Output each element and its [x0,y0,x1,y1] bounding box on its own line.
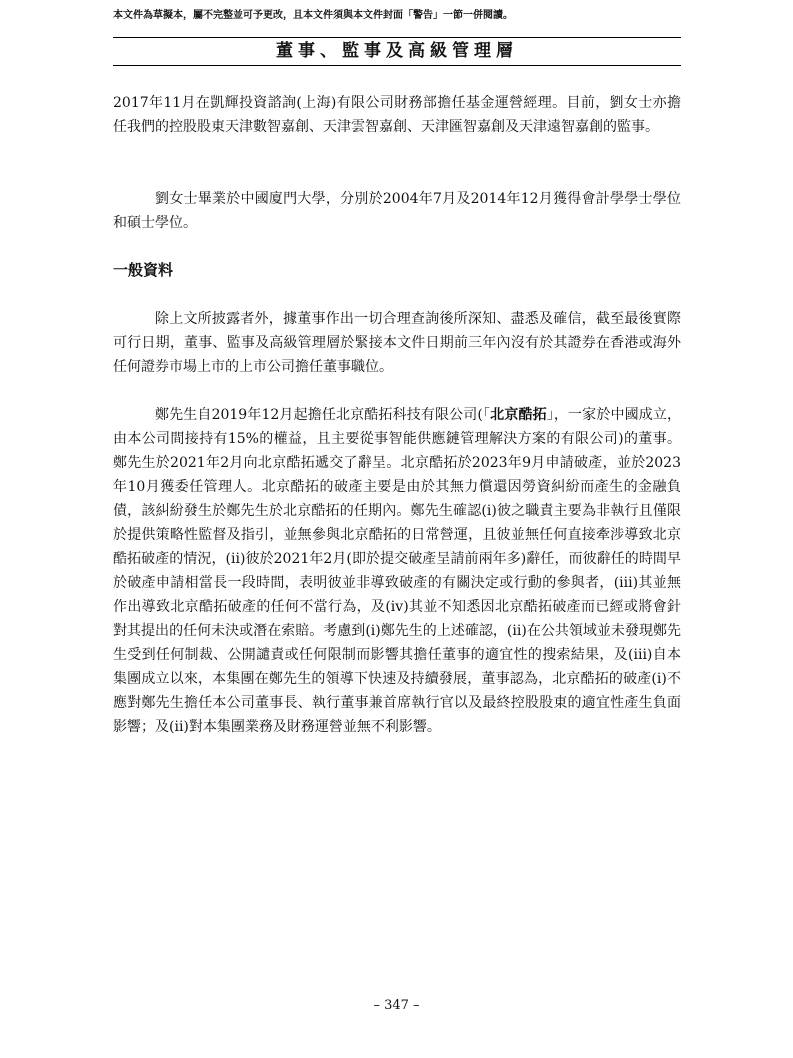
section-title: 董事、監事及高級管理層 [276,41,518,61]
paragraph-continued-bio: 2017年11月在凱輝投資諮詢(上海)有限公司財務部擔任基金運營經理。目前，劉女士亦擔任我們的控股股東天津數智嘉創、天津雲智嘉創、天津匯智嘉創及天津遠智嘉創的監事。 [113,95,681,135]
header-rule-top [113,37,681,38]
paragraph-education: 劉女士畢業於中國廈門大學，分別於2004年7月及2014年12月獲得會計學學士學位和碩士學位。 [113,191,681,231]
paragraph-text-part: 」，一家於中國成立，由本公司間接持有15%的權益，且主要從事智能供應鏈管理解決方案的有限公司)的董事。鄭先生於2021年2月向北京酷拓遞交了辭呈。北京酷拓於2023年9月申請破產，並於2023年10月獲委任管理人。北京酷拓的破產主要是由於其無力償還因勞資糾紛而產生的金融負債，該糾紛發生於鄭先生於北京酷拓的任期內。鄭先生確認(i)彼之職責主要為非執行且僅限於提供策略性監督及指引，並無參與北京酷拓的日常營運，且彼並無任何直接牽涉導致北京酷拓破產的情況，(ii)彼於2021年2月(即於提交破產呈請前兩年多)辭任，而彼辭任的時間早於破產申請相當長一段時間，表明彼並非導致破產的有關決定或行動的參與者，(iii)其並無作出導致北京酷拓破產的任何不當行為，及(iv)其並不知悉因北京酷拓破產而已經或將會針對其提出的任何未決或潛在索賠。考慮到(i)鄭先生的上述確認，(ii)在公共領域並未發現鄭先生受到任何制裁、公開譴責或任何限制而影響其擔任董事的適宜性的搜索結果，及(iii)自本集團成立以來，本集團在鄭先生的領導下快速及持續發展，董事認為，北京酷拓的破產(i)不應對鄭先生擔任本公司董事長、執行董事兼首席執行官以及最終控股股東的適宜性產生負面影響；及(ii)對本集團業務及財務運營並無不利影響。 [113,407,682,735]
header-rule-bottom [113,65,681,66]
paragraph-beijing-kutuo [113,403,681,739]
paragraph-text-part: 鄭先生自2019年12月起擔任北京酷拓科技有限公司(「 [155,407,491,423]
defined-term-beijing-kutuo: 北京酷拓 [490,407,547,423]
paragraph-directorship-disclosure: 除上文所披露者外，據董事作出一切合理查詢後所深知、盡悉及確信，截至最後實際可行日期，董事、監事及高級管理層於緊接本文件日期前三年內沒有於其證券在香港或海外任何證券市場上市的上市公司擔任董事職位。 [113,311,681,375]
draft-notice: 本文件為草擬本，屬不完整並可予更改，且本文件須與本文件封面「警告」一節一併閱讀。 [113,10,513,21]
page-number: – 347 – [373,998,420,1013]
general-information-heading: 一般資料 [113,261,174,279]
